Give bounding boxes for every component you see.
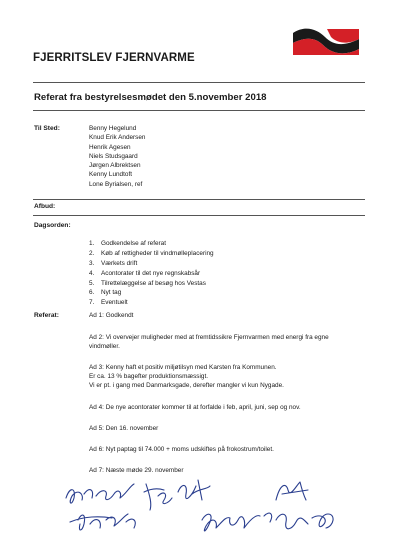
agenda-item [89, 288, 214, 298]
attendee: Jørgen Albrektsen [89, 162, 141, 170]
minutes-ad3-line1: Ad 3: Kenny haft et positiv miljøtilsyn med Karsten fra Kommunen. [89, 364, 277, 371]
attendee: Kenny Lundtoft [89, 171, 132, 179]
minutes-ad2-line1: Ad 2: Vi overvejer muligheder med at fremtidssikre Fjernvarmen med energi fra egne [89, 334, 329, 341]
title-divider [33, 110, 365, 111]
agenda-item [89, 279, 214, 289]
agenda-item [89, 269, 214, 279]
agenda-item-number: 5. [89, 279, 95, 287]
minutes-label: Referat: [34, 312, 59, 319]
header-divider [33, 82, 365, 83]
agenda-item [89, 249, 214, 259]
section-divider [33, 215, 365, 216]
signature-6 [202, 513, 333, 531]
attendee: Knud Erik Andersen [89, 134, 146, 142]
agenda-item-text: Køb af rettigheder til vindmølleplacering [101, 249, 214, 257]
agenda-item-text: Eventuelt [101, 299, 128, 307]
attendee: Benny Hegelund [89, 125, 137, 132]
organization-name: FJERRITSLEV FJERNVARME [33, 52, 195, 64]
signature-4 [276, 482, 308, 500]
minutes-ad3-line2: Er ca. 13 % bagefter produktionsmæssigt. [89, 373, 208, 380]
logo-red-top [327, 29, 359, 43]
signature-1 [66, 484, 134, 503]
agenda-item-text: Værkets drift [101, 259, 138, 267]
minutes-ad5: Ad 5: Den 16. november [89, 425, 159, 432]
signature-3 [178, 480, 210, 500]
attendee: Niels Studsgaard [89, 152, 138, 160]
minutes-ad3-line3: Vi er pt. i gang med Danmarksgade, derefter mangler vi kun Nygade. [89, 382, 284, 389]
agenda-item-text: Tilrettelæggelse af besøg hos Vestas [101, 279, 206, 287]
attendee-list [89, 124, 146, 189]
attendee: Henrik Agesen [89, 143, 131, 151]
minutes-ad7: Ad 7: Næste møde 29. november [89, 467, 184, 474]
handwritten-signatures [60, 476, 380, 546]
agenda-item-text: Godkendelse af referat [101, 240, 167, 247]
minutes-ad1: Ad 1: Godkendt [89, 312, 134, 319]
agenda-item-number: 6. [89, 289, 95, 297]
agenda-label: Dagsorden: [34, 222, 71, 229]
signature-2 [144, 484, 172, 510]
document-title: Referat fra bestyrelsesmødet den 5.november 2018 [34, 92, 267, 103]
agenda-item-number: 3. [89, 259, 95, 267]
absent-label: Afbud: [34, 203, 56, 210]
agenda-item [89, 239, 214, 249]
agenda-item-number: 2. [89, 249, 95, 257]
minutes-ad4: Ad 4: De nye acontorater kommer til at forfalde i feb, april, juni, sep og nov. [89, 404, 301, 411]
minutes-ad2-line2: vindmøller. [89, 343, 120, 350]
signature-5 [70, 514, 135, 530]
section-divider [33, 199, 365, 200]
company-logo [291, 27, 361, 57]
agenda-item-number: 1. [89, 240, 95, 247]
agenda-list [89, 239, 214, 308]
minutes-ad6: Ad 6: Nyt paptag til 74.000 + moms udskiftes på frokostrum/toilet. [89, 446, 274, 453]
agenda-item-text: Acontorater til det nye regnskabsår [101, 269, 201, 277]
agenda-item [89, 259, 214, 269]
agenda-item-number: 7. [89, 299, 95, 307]
agenda-item [89, 298, 214, 308]
agenda-item-number: 4. [89, 269, 95, 277]
agenda-item-text: Nyt tag [101, 289, 122, 297]
attendance-label: Til Sted: [34, 125, 60, 132]
attendee: Lone Byrialsen, ref [89, 180, 143, 188]
